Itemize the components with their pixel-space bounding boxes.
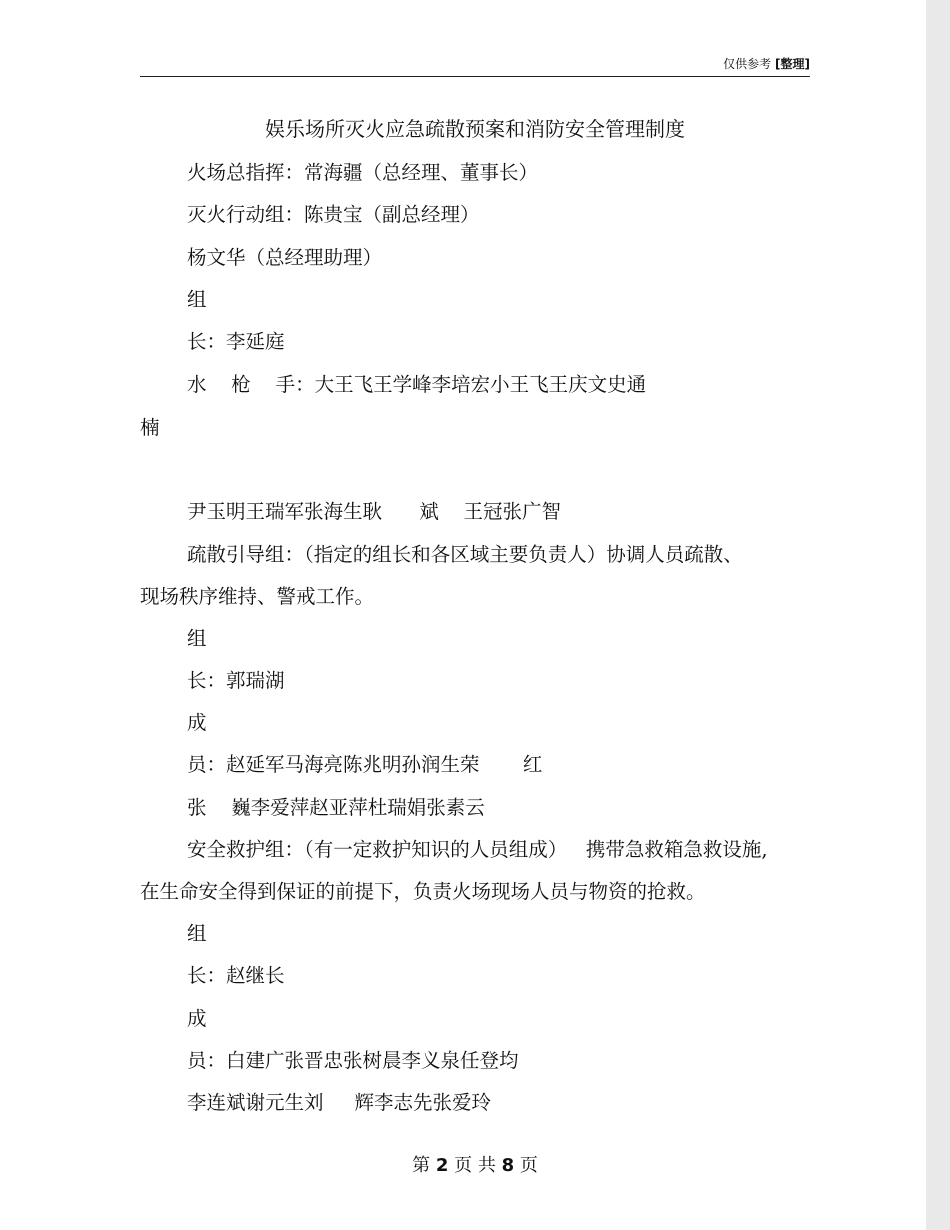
text-line-assistant: 杨文华（总经理助理） xyxy=(187,246,383,269)
footer-total-pages: 8 xyxy=(501,1155,515,1176)
document-title: 娱乐场所灭火应急疏散预案和消防安全管理制度 xyxy=(265,117,685,141)
text-line-zu-2: 组 xyxy=(187,627,207,650)
text-line-hose-operators: 水 枪 手：大王飞王学峰李培宏小王飞王庆文史通 xyxy=(187,373,647,396)
text-line-members-5: 李连斌谢元生刘 辉李志先张爱玲 xyxy=(187,1091,491,1114)
footer-suffix: 页 xyxy=(519,1155,538,1176)
header-note: 仅供参考 xyxy=(723,57,772,71)
header-tag: [整理] xyxy=(775,57,810,71)
text-line-cheng-2: 成 xyxy=(187,1007,207,1030)
footer-prefix: 第 xyxy=(412,1155,431,1176)
footer-mid: 页 共 xyxy=(454,1155,496,1176)
text-line-zu-1: 组 xyxy=(187,288,207,311)
text-line-zu-3: 组 xyxy=(187,922,207,945)
page-header xyxy=(140,56,810,72)
text-line-nan: 楠 xyxy=(140,416,160,439)
text-line-rescue-group: 安全救护组：（有一定救护知识的人员组成） 携带急救箱急救设施, xyxy=(187,838,768,861)
text-line-members-1: 尹玉明王瑞军张海生耿 斌 王冠张广智 xyxy=(187,500,561,523)
text-line-rescue-duty: 在生命安全得到保证的前提下，负责火场现场人员与物资的抢救。 xyxy=(140,880,706,903)
text-line-leader-1: 长：李延庭 xyxy=(187,330,285,353)
text-line-members-2: 员：赵延军马海亮陈兆明孙润生荣 红 xyxy=(187,753,543,776)
header-rule xyxy=(140,76,810,77)
text-line-members-4: 员：白建广张晋忠张树晨李义泉任登均 xyxy=(187,1049,519,1072)
text-line-firefighting-group: 灭火行动组：陈贵宝（副总经理） xyxy=(187,203,480,226)
text-line-evacuation-group: 疏散引导组：（指定的组长和各区域主要负责人）协调人员疏散、 xyxy=(187,543,743,566)
text-line-cheng-1: 成 xyxy=(187,711,207,734)
text-line-members-3: 张 巍李爱萍赵亚萍杜瑞娟张素云 xyxy=(187,796,485,819)
page-footer xyxy=(140,1154,810,1178)
footer-page-number: 2 xyxy=(435,1155,449,1176)
text-line-commander: 火场总指挥：常海疆（总经理、董事长） xyxy=(187,161,539,184)
text-line-leader-2: 长：郭瑞湖 xyxy=(187,669,285,692)
text-line-leader-3: 长：赵继长 xyxy=(187,964,285,987)
text-line-evacuation-duty: 现场秩序维持、警戒工作。 xyxy=(140,585,375,608)
